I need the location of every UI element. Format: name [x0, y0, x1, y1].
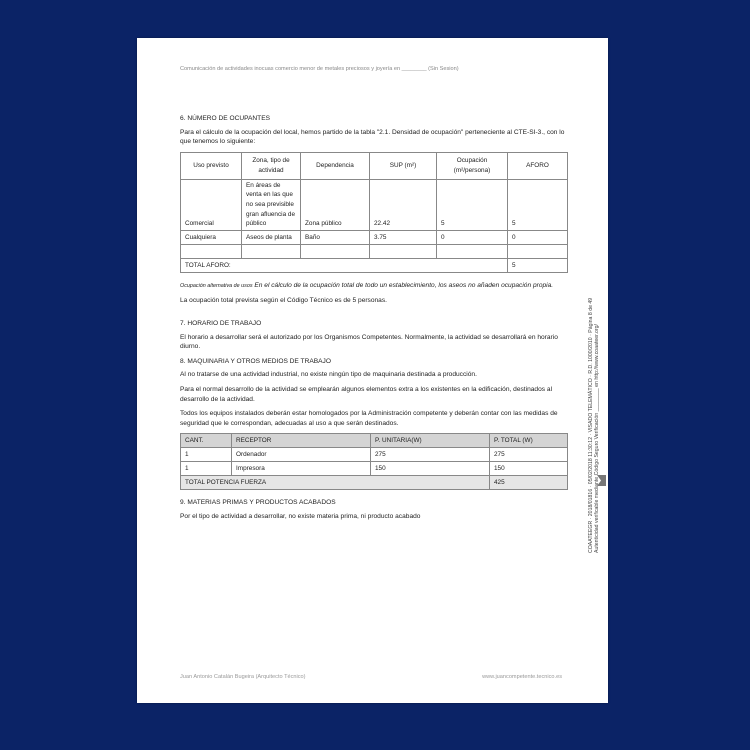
section-7-text: El horario a desarrollar será el autorizado por los Organismos Competentes. Normalmente, la actividad se desarrollará en horario diurno. — [180, 333, 558, 351]
document-page — [137, 38, 608, 703]
col-header: Dependencia — [301, 152, 370, 179]
col-header: RECEPTOR — [232, 434, 371, 448]
note-label: Ocupación alternativa de usos — [180, 282, 253, 289]
table-cell: 3.75 — [370, 230, 437, 244]
footer-author: Juan Antonio Catalán Bugeira (Arquitecto Técnico) — [180, 674, 306, 680]
total-row — [181, 476, 568, 490]
note-text: En el cálculo de la ocupación total de todo un establecimiento, los aseos no añaden ocupación propia. — [254, 281, 554, 289]
table-cell: Ordenador — [232, 448, 371, 462]
table-cell: Baño — [301, 230, 370, 244]
col-header: Uso previsto — [181, 152, 242, 179]
table-cell: Comercial — [181, 179, 242, 230]
table-cell: 22.42 — [370, 179, 437, 230]
table-cell: Zona público — [301, 179, 370, 230]
table-cell: En áreas de venta en las que no sea previsible gran afluencia de público — [242, 179, 301, 230]
table-row — [181, 462, 568, 476]
occupancy-header-row — [181, 152, 568, 179]
table-row — [181, 230, 568, 244]
occupancy-note — [180, 281, 568, 292]
table-cell: 5 — [437, 179, 508, 230]
col-header: P. TOTAL (W) — [490, 434, 568, 448]
section-8-title: 8. MAQUINARIA Y OTROS MEDIOS DE TRABAJO — [180, 357, 331, 365]
table-cell: 150 — [371, 462, 490, 476]
table-row — [181, 179, 568, 230]
table-cell: Cualquiera — [181, 230, 242, 244]
table-cell: 275 — [371, 448, 490, 462]
section-8-p1: Al no tratarse de una actividad industrial, no existe ningún tipo de maquinaria destinada a producción. — [180, 371, 477, 379]
col-header: SUP (m²) — [370, 152, 437, 179]
col-header: AFORO — [508, 152, 568, 179]
occupancy-table — [180, 152, 568, 273]
total-value: 5 — [508, 258, 568, 272]
table-cell: 275 — [490, 448, 568, 462]
col-header: CANT. — [181, 434, 232, 448]
stamp-line-2: Autenticidad verificable mediante Código Seguro Verificación ________ en http://www.coaateer.org/ — [594, 324, 601, 553]
table-cell: 0 — [508, 230, 568, 244]
section-8-p2: Para el normal desarrollo de la actividad se emplearán algunos elementos extra a los existentes en la edificación, destinados al desarrollo de la actividad. — [180, 385, 553, 403]
visado-stamp — [580, 198, 606, 553]
total-row — [181, 258, 568, 272]
table-cell: 150 — [490, 462, 568, 476]
section-6-title: 6. NÚMERO DE OCUPANTES — [180, 115, 271, 122]
table-cell: 1 — [181, 462, 232, 476]
stamp-line-1: COAATEEGR · 2018/01816 · 05/02/2018 11:30:12 · VISADO TELEMÁTICO · R.D. 1000/2010 · Página 8 de 49 — [588, 297, 594, 553]
equipment-table — [180, 433, 568, 490]
table-cell: 1 — [181, 448, 232, 462]
footer-website: www.juancompetente.tecnico.es — [482, 674, 562, 680]
section-7-title: 7. HORARIO DE TRABAJO — [180, 319, 262, 327]
col-header: Ocupación (m²/persona) — [437, 152, 508, 179]
table-cell: Impresora — [232, 462, 371, 476]
table-cell: 0 — [437, 230, 508, 244]
total-value: 425 — [490, 476, 568, 490]
table-cell: 5 — [508, 179, 568, 230]
section-8-p3: Todos los equipos instalados deberán estar homologados por la Administración competente y deberán contar con las medidas de seguridad que le correspondan, adecuadas al uso a que serán destinados. — [180, 410, 558, 427]
col-header: P. UNITARIA(W) — [371, 434, 490, 448]
table-row-empty — [181, 244, 568, 258]
total-label: TOTAL POTENCIA FUERZA — [181, 476, 490, 490]
page-content — [180, 114, 568, 526]
total-label: TOTAL AFORO: — [181, 258, 508, 272]
section-9-text: Por el tipo de actividad a desarrollar, no existe materia prima, ni producto acabado — [180, 512, 421, 520]
table-cell: Aseos de planta — [242, 230, 301, 244]
table-row — [181, 448, 568, 462]
occupancy-summary: La ocupación total prevista según el Código Técnico es de 5 personas. — [180, 297, 387, 305]
equipment-header-row — [181, 434, 568, 448]
col-header: Zona, tipo de actividad — [242, 152, 301, 179]
section-6-intro: Para el cálculo de la ocupación del local, hemos partido de la tabla "2.1. Densidad de ocupación" perteneciente al CTE-SI-3., con lo que tenemos lo siguiente: — [180, 128, 565, 146]
section-9-title: 9. MATERIAS PRIMAS Y PRODUCTOS ACABADOS — [180, 499, 336, 507]
page-header: Comunicación de actividades inocuas comercio menor de metales preciosos y joyería en ________ (Sin Sesion) — [180, 66, 459, 72]
